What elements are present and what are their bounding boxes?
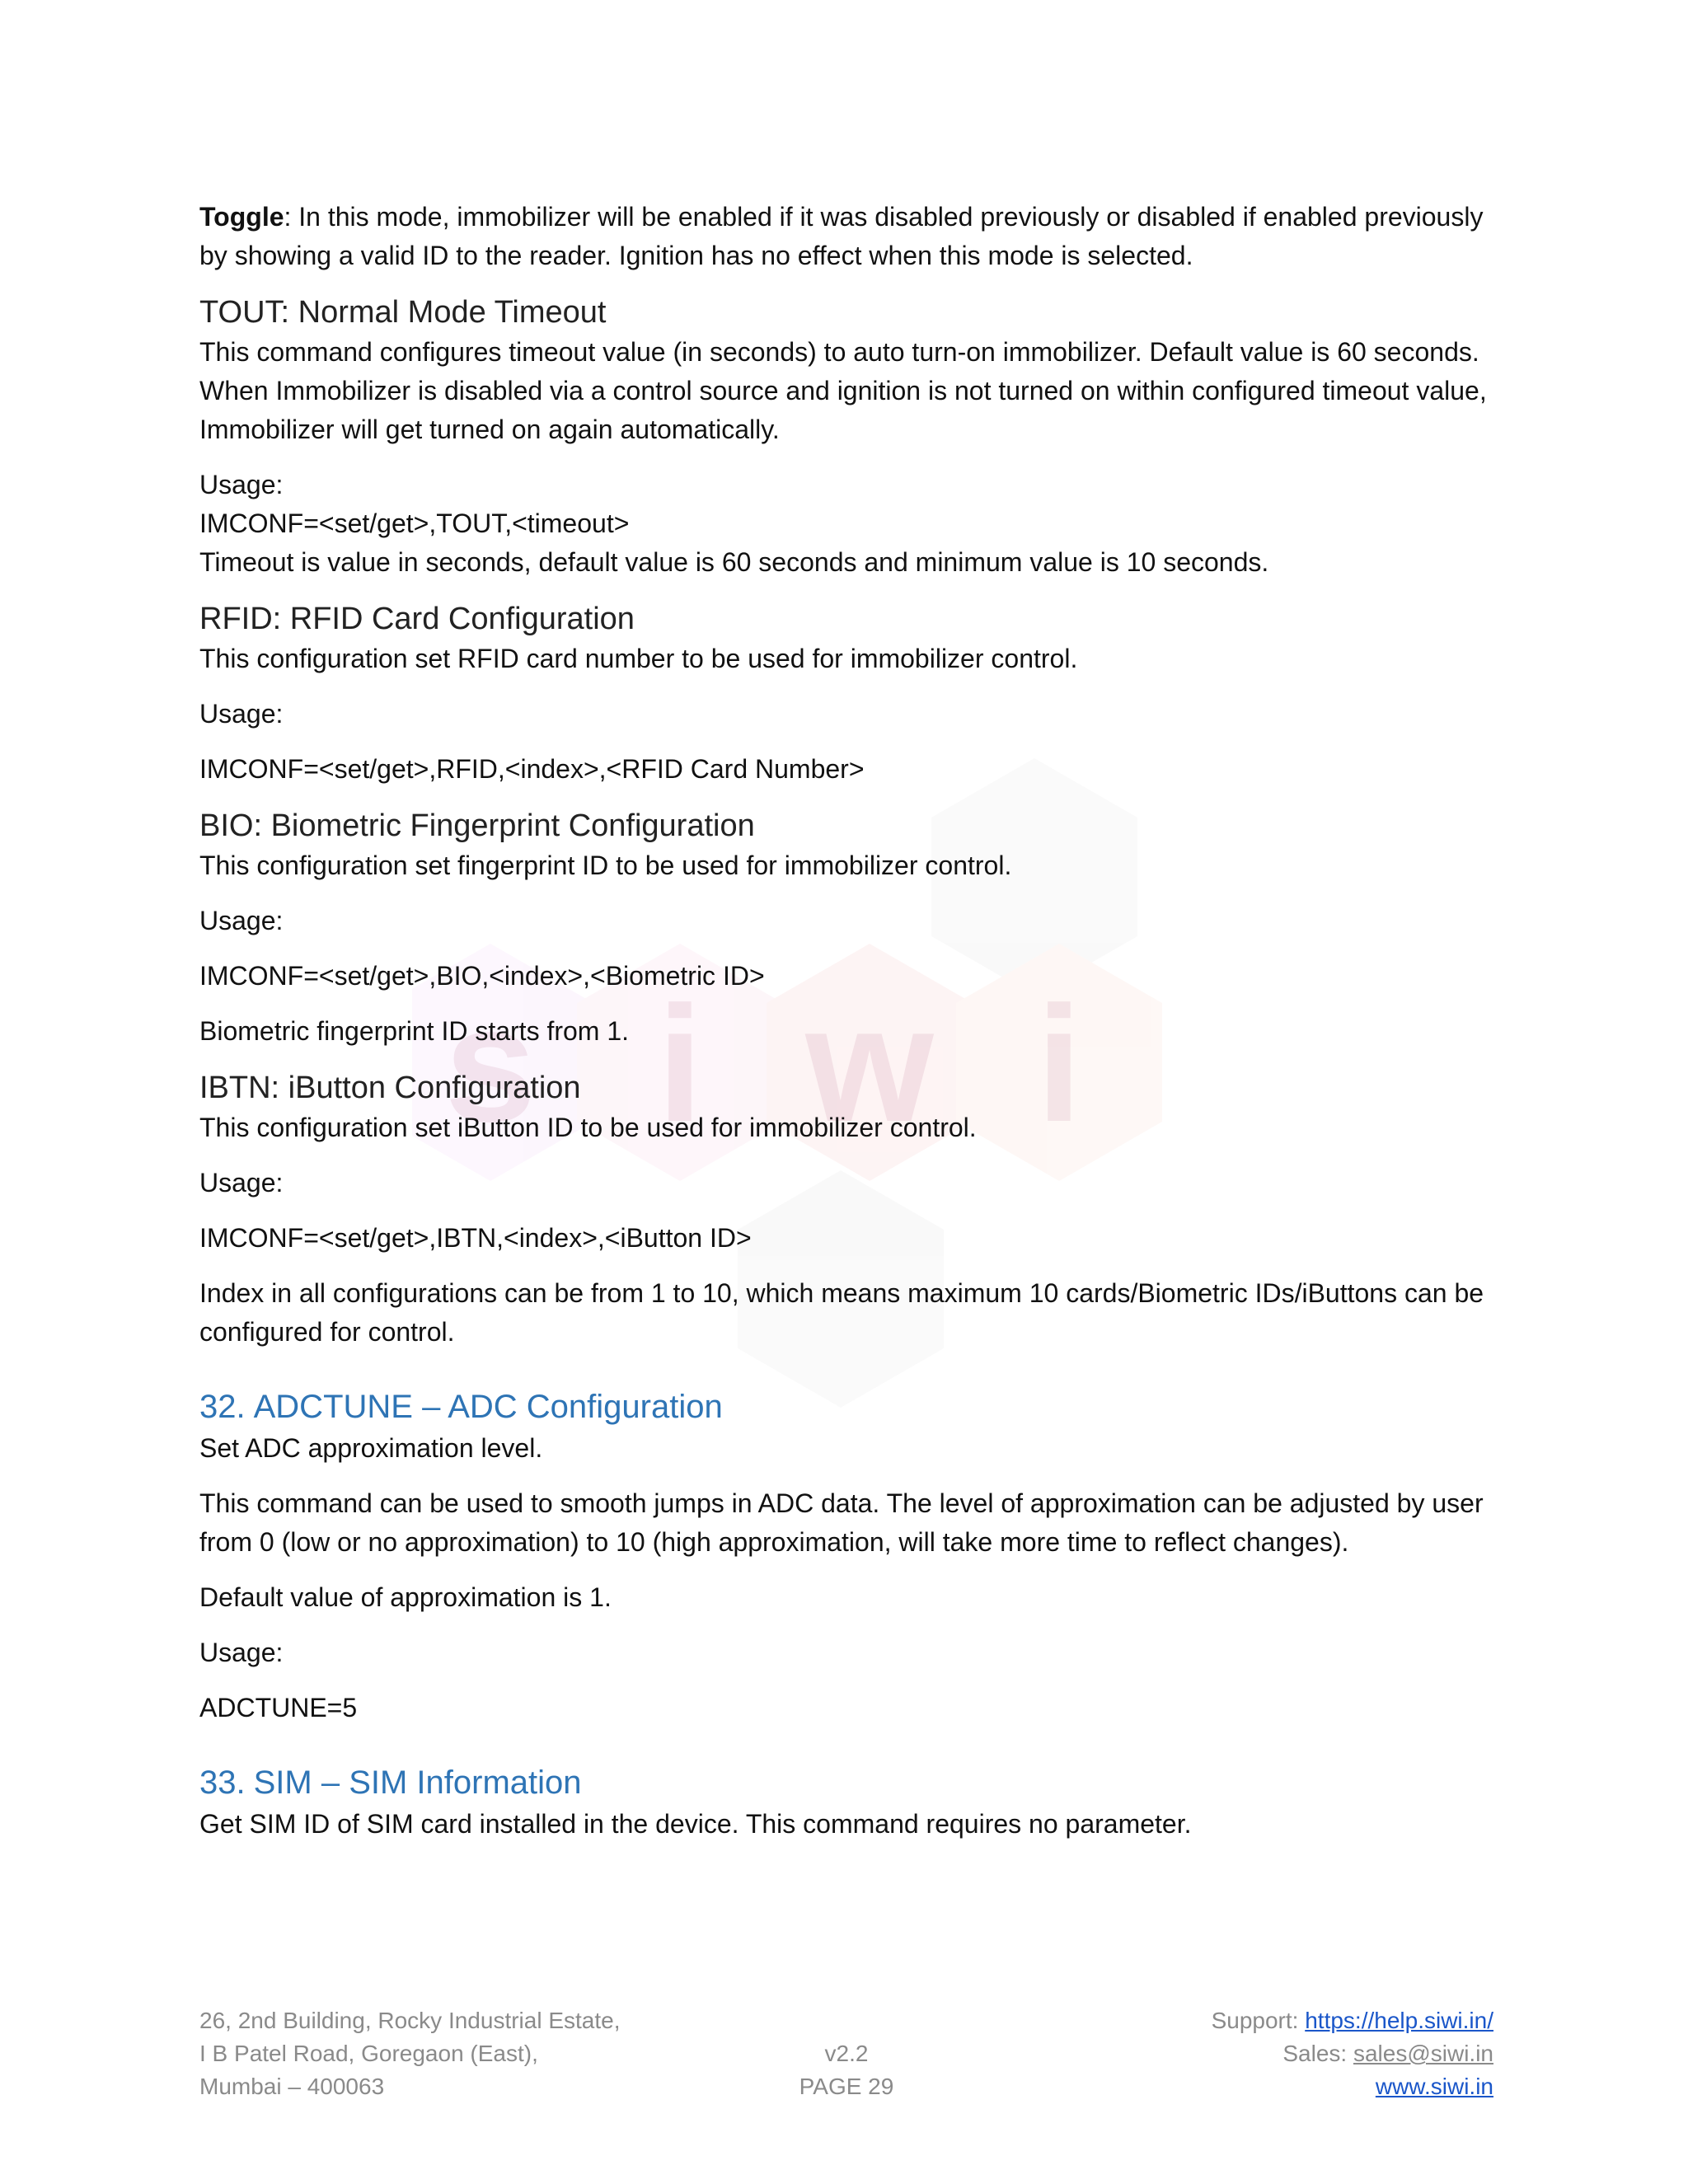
tout-note: Timeout is value in seconds, default value is 60 seconds and minimum value is 10 seconds. [199,547,1269,577]
rfid-description: This configuration set RFID card number to be used for immobilizer control. [199,644,1078,673]
bio-heading: BIO: Biometric Fingerprint Configuration [199,808,755,843]
sim-section-number: 33. [199,1765,246,1801]
footer-address-line-1: 26, 2nd Building, Rocky Industrial Estate, [199,2008,621,2033]
footer-support-link[interactable]: https://help.siwi.in/ [1305,2008,1493,2033]
watermark-letter-s: s [444,972,537,1156]
sim-section-title: SIM – SIM Information [253,1765,582,1801]
ibtn-syntax: IMCONF=<set/get>,IBTN,<index>,<iButton ID> [199,1223,752,1253]
bio-usage-label: Usage: [199,906,284,935]
footer-sales-label: Sales: [1282,2041,1353,2066]
watermark-letter-w: w [805,972,934,1156]
page-footer [199,2004,1493,2111]
footer-web-line [1212,2070,1493,2103]
adctune-example: ADCTUNE=5 [199,1693,358,1722]
bio-syntax: IMCONF=<set/get>,BIO,<index>,<Biometric ID> [199,961,765,991]
rfid-heading: RFID: RFID Card Configuration [199,602,635,636]
bio-note: Biometric fingerprint ID starts from 1. [199,1016,630,1046]
footer-contacts [1212,2004,1493,2103]
adctune-usage-label: Usage: [199,1638,284,1667]
footer-sales-line [1212,2037,1493,2070]
rfid-syntax: IMCONF=<set/get>,RFID,<index>,<RFID Card Number> [199,754,865,784]
watermark-letter-i1: i [657,972,703,1156]
adctune-paragraph-2: This command can be used to smooth jumps in ADC data. The level of approximation can be adjusted by user from 0 (low or no approximation) to 10 (high approximation, will take more time to reflect changes). [199,1488,1484,1557]
footer-web-link[interactable]: www.siwi.in [1375,2074,1493,2099]
tout-description: This command configures timeout value (in seconds) to auto turn-on immobilizer. Default value is 60 seconds. When Immobilizer is disabled via a control source and ignition is not turned on within configured timeout value, Immobilizer will get turned on again automatically. [199,337,1487,444]
bio-description: This configuration set fingerprint ID to be used for immobilizer control. [199,851,1012,880]
ibtn-description: This configuration set iButton ID to be used for immobilizer control. [199,1113,977,1142]
tout-syntax: IMCONF=<set/get>,TOUT,<timeout> [199,509,630,538]
ibtn-heading: IBTN: iButton Configuration [199,1071,581,1105]
ibtn-note: Index in all configurations can be from 1 to 10, which means maximum 10 cards/Biometric IDs/iButtons can be configured for control. [199,1278,1484,1347]
toggle-paragraph [199,198,1502,275]
toggle-text: : In this mode, immobilizer will be enabled if it was disabled previously or disabled if enabled previously by showing a valid ID to the reader. Ignition has no effect when this mode is selected. [199,202,1484,270]
footer-address-line-2: I B Patel Road, Goregaon (East), [199,2041,538,2066]
watermark-letter-i2: i [1036,972,1082,1156]
adctune-section-title: ADCTUNE – ADC Configuration [253,1389,723,1425]
toggle-term: Toggle [199,202,284,232]
ibtn-usage-label: Usage: [199,1168,284,1197]
adctune-paragraph-1: Set ADC approximation level. [199,1433,543,1463]
rfid-usage-label: Usage: [199,699,284,729]
footer-sales-link[interactable]: sales@siwi.in [1353,2041,1493,2066]
tout-usage-label: Usage: [199,470,284,499]
footer-support-label: Support: [1211,2008,1306,2033]
footer-version: v2.2 [824,2041,869,2066]
sim-section-heading [199,1760,1502,1805]
page-content [199,198,1502,1860]
adctune-section-heading [199,1385,1502,1429]
sim-paragraph-1: Get SIM ID of SIM card installed in the device. This command requires no parameter. [199,1809,1192,1839]
adctune-section-number: 32. [199,1389,246,1425]
footer-support-line [1212,2004,1493,2037]
footer-page-number: PAGE 29 [799,2074,894,2099]
adctune-paragraph-3: Default value of approximation is 1. [199,1582,612,1612]
footer-address-line-3: Mumbai – 400063 [199,2074,385,2099]
tout-heading: TOUT: Normal Mode Timeout [199,295,607,330]
